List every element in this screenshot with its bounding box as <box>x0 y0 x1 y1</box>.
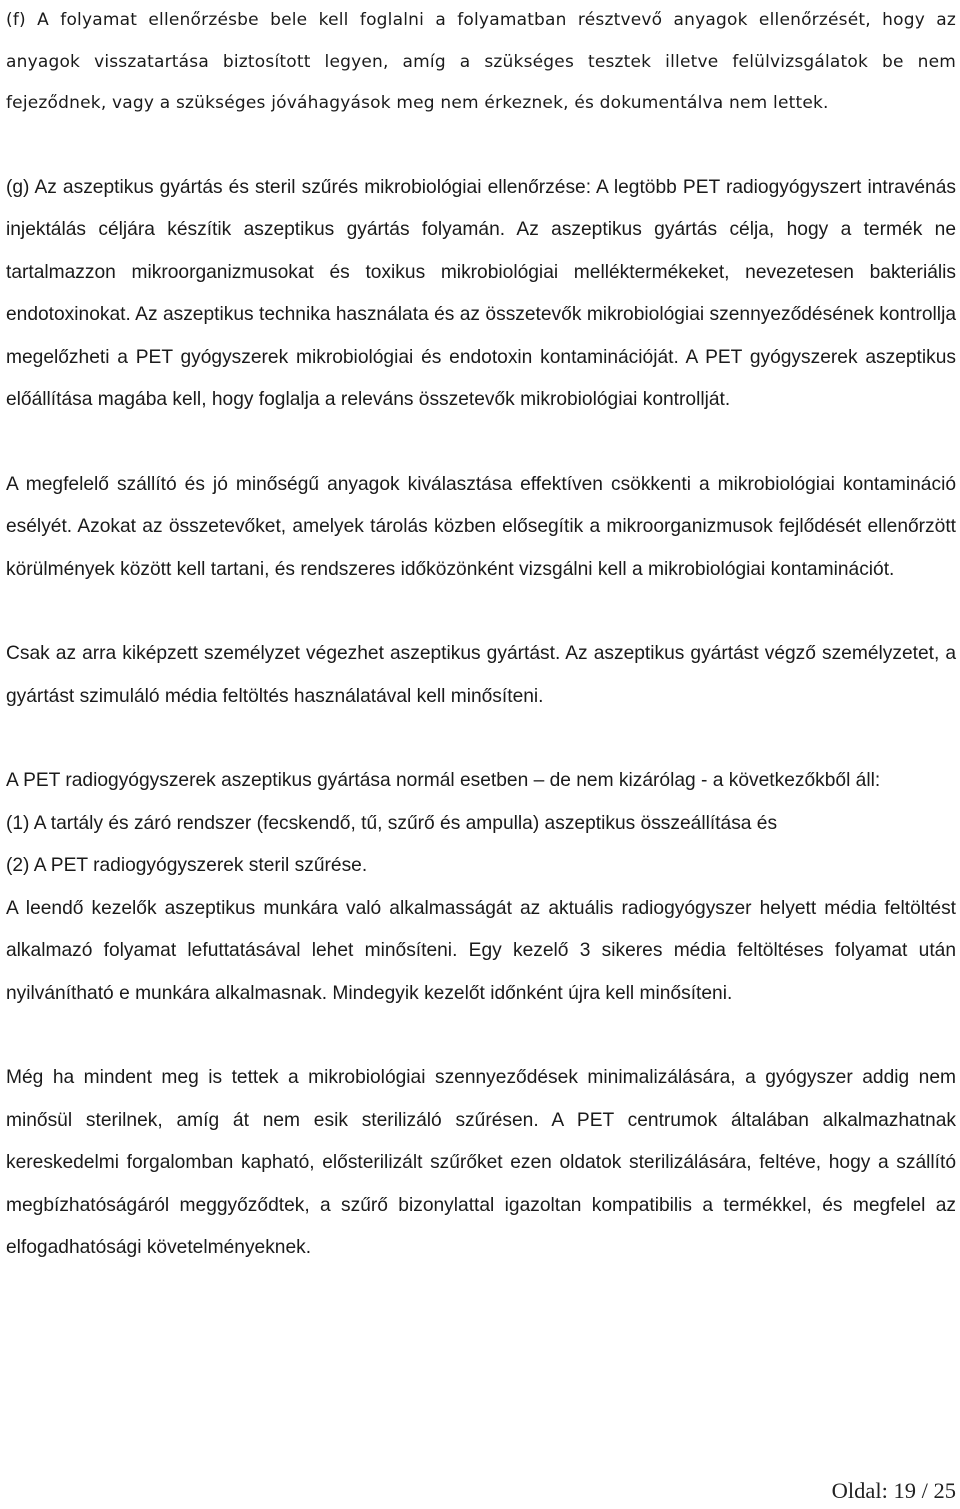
list-item-2: (2) A PET radiogyógyszerek steril szűrése. <box>6 855 368 876</box>
paragraph-spacer <box>6 591 956 633</box>
paragraph-spacer <box>6 422 956 464</box>
paragraph-f-material-control: (f) A folyamat ellenőrzésbe bele kell foglalni a folyamatban résztvevő anyagok ellenőrzését, hogy az anyagok visszatartása biztosított legyen, amíg a szükséges tesztek illetve felülvizsgálatok be nem fejeződnek, vagy a szükséges jóváhagyások meg nem érkeznek, és dokumentálva nem lettek. <box>6 10 956 113</box>
paragraph-spacer <box>6 1015 956 1057</box>
paragraph-spacer <box>6 718 956 760</box>
paragraph-supplier-selection: A megfelelő szállító és jó minőségű anyagok kiválasztása effektíven csökkenti a mikrobiológiai kontamináció esélyét. Azokat az összetevőket, amelyek tárolás közben elősegítik a mikroorganizmusok fejlődését ellenőrzött körülmények között kell tartani, és rendszeres időközönként vizsgálni kell a mikrobiológiai kontaminációt. <box>6 473 956 580</box>
paragraph-sterile-filtration: Még ha mindent meg is tettek a mikrobiológiai szennyeződések minimalizálására, a gyógyszer addig nem minősül sterilnek, amíg át nem esik sterilizáló szűrésen. A PET centrumok általában alkalmazhatnak kereskedelmi forgalomban kapható, elősterilizált szűrőket ezen oldatok sterilizálására, feltéve, hogy a szállító megbízhatóságáról meggyőződtek, a szűrő bizonylattal igazoltan kompatibilis a termékkel, és megfelel az elfogadhatósági követelményeknek. <box>6 1067 956 1258</box>
paragraph-trained-personnel: Csak az arra kiképzett személyzet végezhet aszeptikus gyártást. Az aszeptikus gyártást végző személyzetet, a gyártást szimuláló média feltöltés használatával kell minősíteni. <box>6 643 956 707</box>
paragraph-operator-qualification: A leendő kezelők aszeptikus munkára való alkalmasságát az aktuális radiogyógyszer helyett média feltöltést alkalmazó folyamat lefuttatásával lehet minősíteni. Egy kezelő 3 sikeres média feltöltéses folyamat után nyilvánítható e munkára alkalmasnak. Mindegyik kezelőt időnként újra kell minősíteni. <box>6 897 956 1004</box>
paragraph-g-aseptic-production: (g) Az aszeptikus gyártás és steril szűrés mikrobiológiai ellenőrzése: A legtöbb PET radiogyógyszert intravénás injektálás céljára készítik aszeptikus gyártás folyamán. Az aszeptikus gyártás célja, hogy a termék ne tartalmazzon mikroorganizmusokat és toxikus mikrobiológiai melléktermékeket, nevezetesen bakteriális endotoxinokat. Az aszeptikus technika használata és az összetevők mikrobiológiai szennyeződésének kontrollja megelőzheti a PET gyógyszerek mikrobiológiai és endotoxin kontaminációját. A PET gyógyszerek aszeptikus előállítása magába kell, hogy foglalja a releváns összetevők mikrobiológiai kontrollját. <box>6 176 956 410</box>
document-page <box>6 0 956 1270</box>
paragraph-spacer <box>6 125 956 167</box>
paragraph-production-steps-intro: A PET radiogyógyszerek aszeptikus gyártása normál esetben – de nem kizárólag - a következőkből áll: <box>6 770 881 791</box>
page-number: Oldal: 19 / 25 <box>831 1478 956 1503</box>
list-item-1: (1) A tartály és záró rendszer (fecskendő, tű, szűrő és ampulla) aszeptikus összeállítása és <box>6 812 778 834</box>
